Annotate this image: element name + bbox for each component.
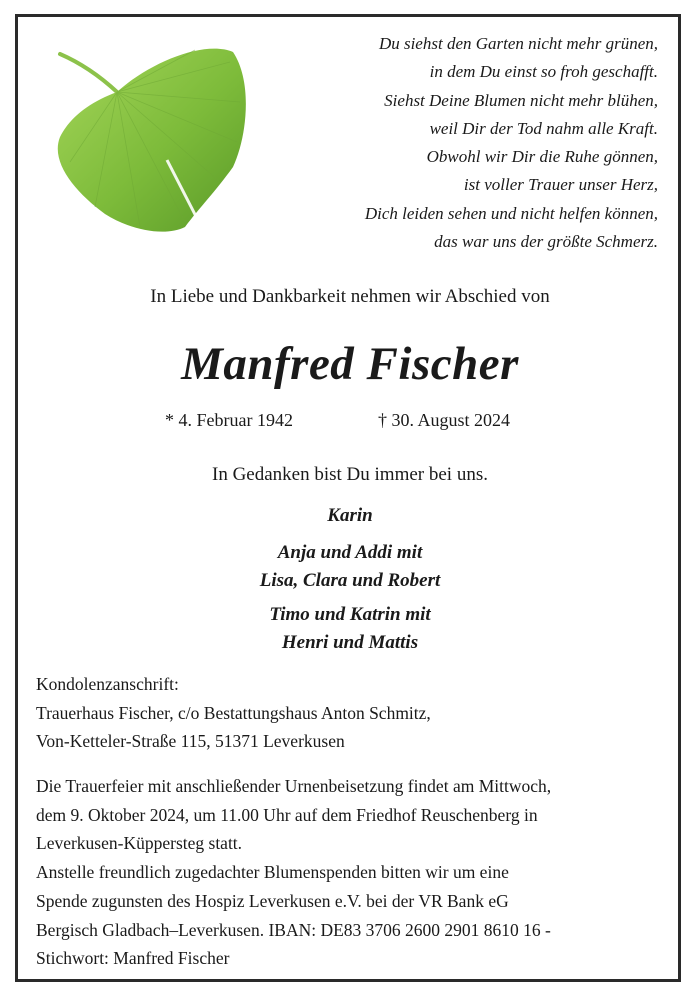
death-date: † 30. August 2024 bbox=[378, 410, 511, 430]
mourner-name: Karin bbox=[327, 505, 373, 526]
funeral-info bbox=[36, 772, 676, 973]
address-line: Kondolenzanschrift: bbox=[36, 674, 179, 694]
mourner-line: Henri und Mattis bbox=[281, 632, 419, 653]
poem bbox=[258, 30, 658, 256]
mourner-line: Anja und Addi mit bbox=[277, 542, 423, 563]
info-line: Anstelle freundlich zugedachter Blumenspenden bitten wir um eine bbox=[36, 862, 509, 883]
mourner-line: Timo und Katrin mit bbox=[269, 604, 431, 625]
info-line: dem 9. Oktober 2024, um 11.00 Uhr auf dem Friedhof Reuschenberg in bbox=[36, 804, 538, 825]
mourner-line: Lisa, Clara und Robert bbox=[259, 570, 441, 591]
mourner-group bbox=[0, 539, 700, 595]
birth-date: * 4. Februar 1942 bbox=[165, 410, 293, 430]
farewell-intro: In Liebe und Dankbarkeit nehmen wir Abschied von bbox=[150, 286, 550, 307]
info-line: Die Trauerfeier mit anschließender Urnenbeisetzung findet am Mittwoch, bbox=[36, 776, 552, 796]
poem-line: Dich leiden sehen und nicht helfen können, bbox=[364, 203, 658, 223]
deceased-name: Manfred Fischer bbox=[181, 338, 519, 390]
mourner-group bbox=[0, 601, 700, 657]
info-line: Stichwort: Manfred Fischer bbox=[36, 948, 230, 969]
poem-line: ist voller Trauer unser Herz, bbox=[463, 175, 658, 195]
info-line: Leverkusen-Küppersteg statt. bbox=[36, 833, 243, 854]
poem-line: Siehst Deine Blumen nicht mehr blühen, bbox=[384, 90, 658, 110]
address-line: Trauerhaus Fischer, c/o Bestattungshaus Anton Schmitz, bbox=[36, 702, 431, 723]
poem-line: das war uns der größte Schmerz. bbox=[434, 232, 658, 252]
poem-line: Du siehst den Garten nicht mehr grünen, bbox=[378, 34, 658, 53]
condolence-address bbox=[36, 670, 676, 756]
remembrance-line: In Gedanken bist Du immer bei uns. bbox=[212, 464, 488, 485]
poem-line: Obwohl wir Dir die Ruhe gönnen, bbox=[426, 147, 658, 167]
info-line: Spende zugunsten des Hospiz Leverkusen e.V. bei der VR Bank eG bbox=[36, 890, 509, 911]
poem-line: in dem Du einst so froh geschafft. bbox=[429, 62, 658, 82]
address-line: Von-Ketteler-Straße 115, 51371 Leverkusen bbox=[36, 731, 345, 752]
ginkgo-leaf-image bbox=[55, 42, 255, 242]
poem-line: weil Dir der Tod nahm alle Kraft. bbox=[429, 118, 658, 138]
info-line: Bergisch Gladbach–Leverkusen. IBAN: DE83 3706 2600 2901 8610 16 - bbox=[36, 919, 551, 940]
